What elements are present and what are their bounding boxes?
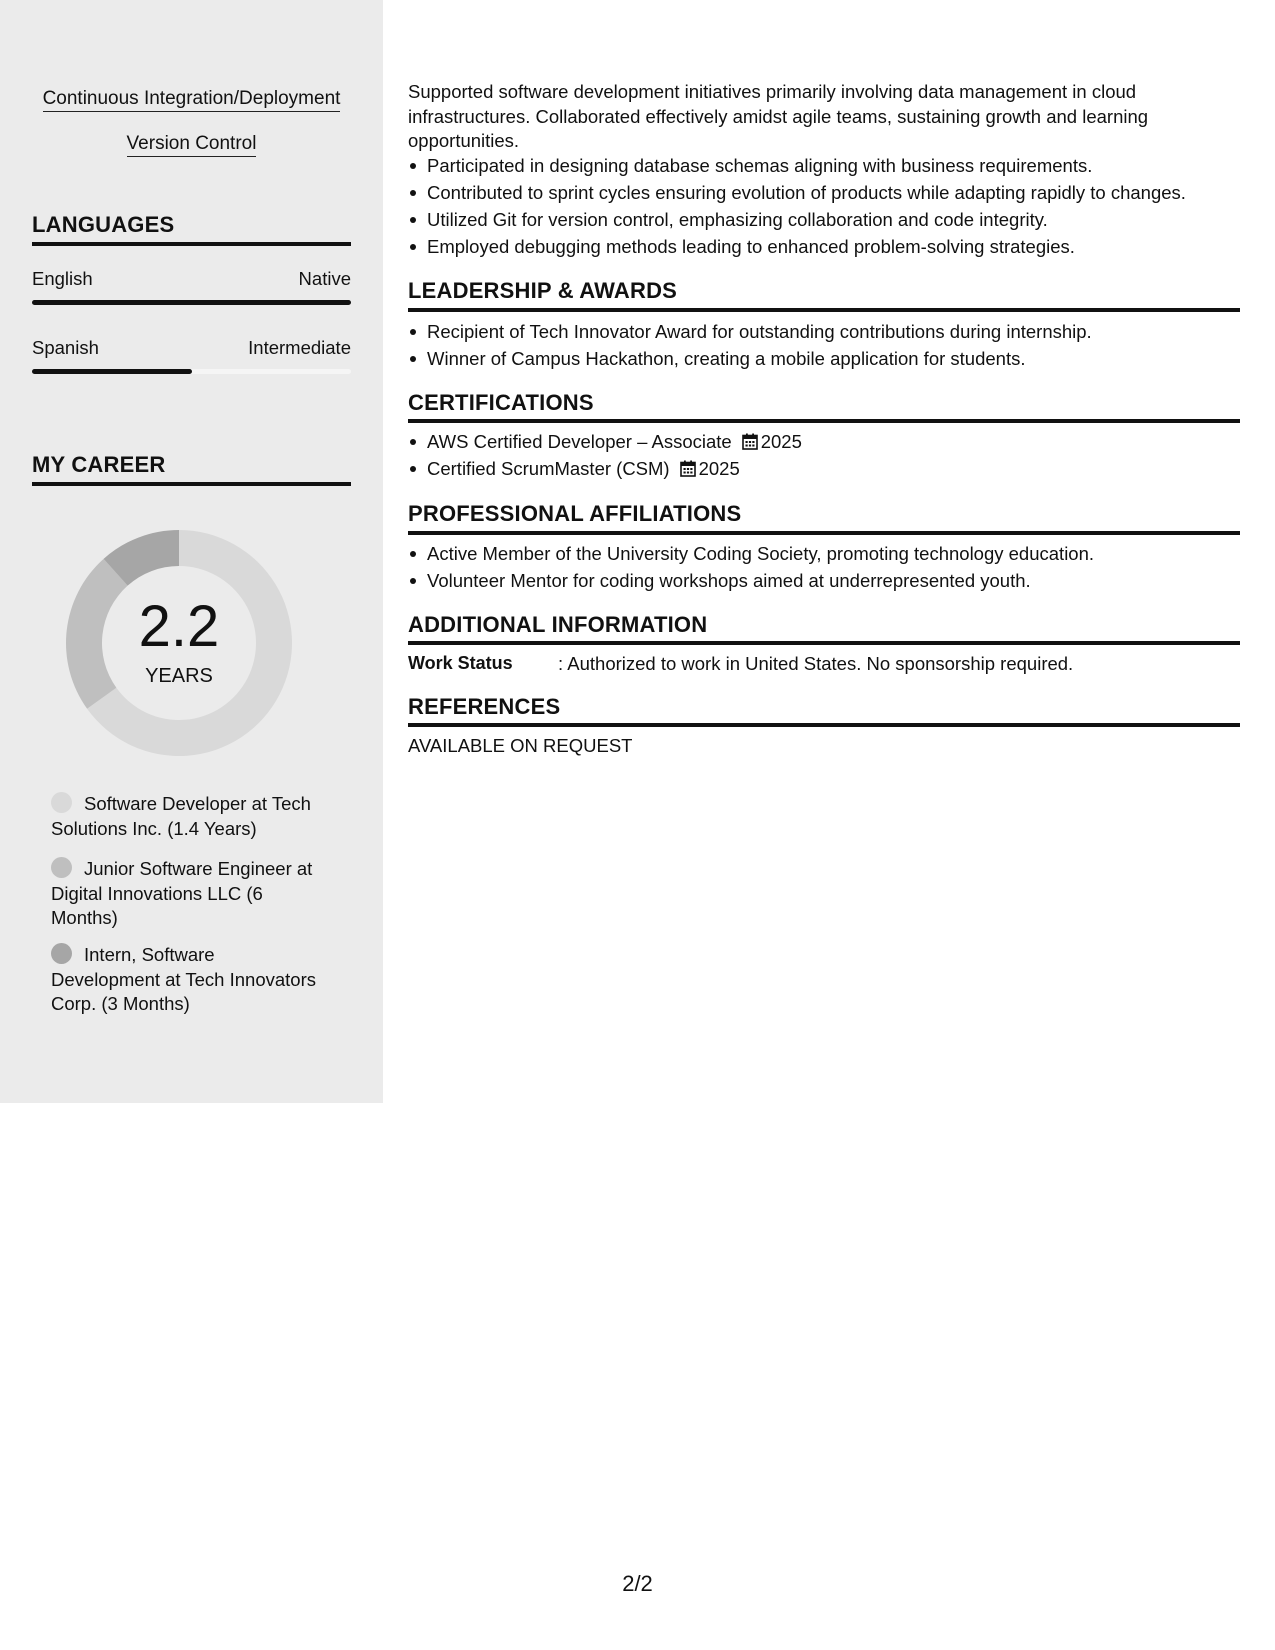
references-text: AVAILABLE ON REQUEST: [408, 735, 633, 756]
work-status-value: : Authorized to work in United States. No sponsorship required.: [558, 653, 1074, 674]
language-proficiency-fill: [32, 300, 351, 305]
career-heading: MY CAREER: [32, 452, 166, 477]
legend-dot: [51, 792, 72, 813]
language-level: Native: [298, 268, 351, 289]
page-number: 2/2: [622, 1571, 653, 1596]
languages-heading: LANGUAGES: [32, 212, 175, 237]
certifications-list: [408, 428, 1240, 482]
skill-tag: Continuous Integration/Deployment: [0, 88, 383, 110]
language-level: Intermediate: [248, 337, 351, 358]
calendar-icon: [680, 460, 696, 477]
additional-info-heading: ADDITIONAL INFORMATION: [408, 612, 708, 637]
list-item: Winner of Campus Hackathon, creating a mobile application for students.: [408, 345, 1240, 372]
affiliations-divider: [408, 531, 1240, 535]
certifications-heading: CERTIFICATIONS: [408, 390, 594, 415]
career-legend-item: Intern, Software Development at Tech Innovators Corp. (3 Months): [51, 944, 316, 1014]
work-status-label: Work Status: [408, 653, 513, 673]
list-item: Active Member of the University Coding Society, promoting technology education.: [408, 540, 1240, 567]
affiliations-list: [408, 540, 1240, 594]
additional-info-divider: [408, 641, 1240, 645]
affiliations-heading: PROFESSIONAL AFFILIATIONS: [408, 501, 742, 526]
certification-year: 2025: [760, 431, 802, 452]
references-heading: REFERENCES: [408, 694, 561, 719]
language-row: [32, 268, 351, 290]
experience-summary: Supported software development initiatives primarily involving data management in cloud infrastructures. Collaborated effectively amidst agile teams, sustaining growth and learning opportunities.: [408, 81, 1149, 151]
language-proficiency-bar: [32, 369, 351, 374]
languages-divider: [32, 242, 351, 246]
certification-name: Certified ScrumMaster (CSM): [427, 458, 670, 479]
calendar-icon: [742, 433, 758, 450]
skill-tag: Version Control: [0, 133, 383, 155]
leadership-divider: [408, 308, 1240, 312]
language-proficiency-bar: [32, 300, 351, 305]
language-proficiency-fill: [32, 369, 192, 374]
leadership-heading: LEADERSHIP & AWARDS: [408, 278, 678, 303]
list-item: Participated in designing database schemas aligning with business requirements.: [408, 152, 1240, 179]
list-item: Recipient of Tech Innovator Award for outstanding contributions during internship.: [408, 318, 1240, 345]
list-item: Volunteer Mentor for coding workshops aimed at underrepresented youth.: [408, 567, 1240, 594]
list-item: [408, 455, 1240, 482]
list-item: Contributed to sprint cycles ensuring evolution of products while adapting rapidly to changes.: [408, 179, 1240, 206]
career-divider: [32, 482, 351, 486]
language-name: English: [32, 268, 93, 289]
legend-dot: [51, 857, 72, 878]
career-legend-item: Junior Software Engineer at Digital Innovations LLC (6 Months): [51, 858, 313, 928]
legend-dot: [51, 943, 72, 964]
list-item: [408, 428, 1240, 455]
references-divider: [408, 723, 1240, 727]
language-name: Spanish: [32, 337, 99, 358]
career-total-unit: YEARS: [145, 665, 213, 687]
language-row: [32, 337, 351, 359]
career-total-value: 2.2: [138, 594, 220, 659]
certification-name: AWS Certified Developer – Associate: [427, 431, 732, 452]
leadership-list: [408, 318, 1240, 372]
list-item: Employed debugging methods leading to enhanced problem-solving strategies.: [408, 233, 1240, 260]
certification-year: 2025: [698, 458, 740, 479]
experience-bullet-list: [408, 152, 1240, 260]
list-item: Utilized Git for version control, emphasizing collaboration and code integrity.: [408, 206, 1240, 233]
career-legend-item: Software Developer at Tech Solutions Inc. (1.4 Years): [51, 793, 311, 839]
certifications-divider: [408, 419, 1240, 423]
